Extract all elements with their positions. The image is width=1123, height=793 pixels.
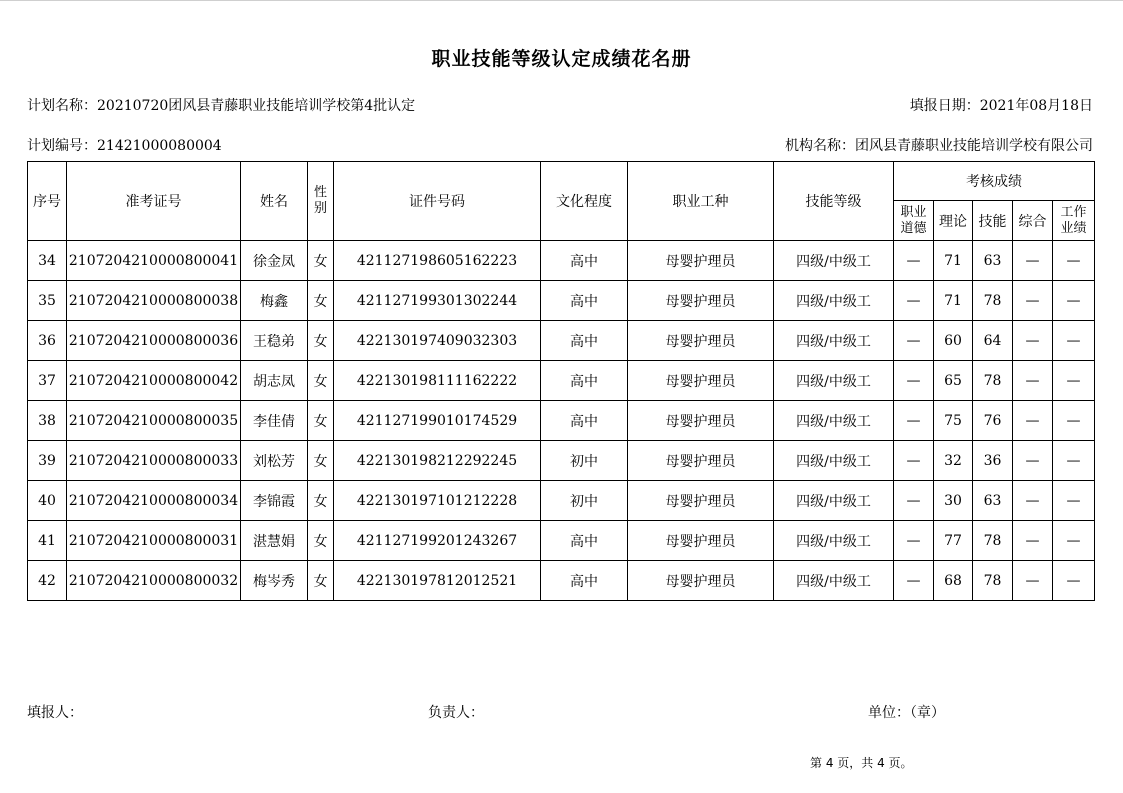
document-title: 职业技能等级认定成绩花名册: [431, 48, 692, 70]
skill-score-cell: 76: [973, 401, 1013, 441]
report-date-label: 填报日期：: [909, 98, 980, 114]
work-score-cell: —: [1053, 241, 1095, 281]
occupation-cell: 母婴护理员: [628, 521, 774, 561]
header-ethics: 职业道德: [894, 201, 934, 241]
gender-cell: 女: [308, 241, 334, 281]
responsible-label: 负责人：: [428, 705, 484, 721]
gender-cell: 女: [308, 321, 334, 361]
theory-score-cell: 60: [934, 321, 973, 361]
org-name-line: [785, 135, 1093, 155]
ethics-score-cell: —: [894, 521, 934, 561]
theory-score-cell: 71: [934, 281, 973, 321]
work-score-cell: —: [1053, 281, 1095, 321]
plan-no-label: 计划编号：: [27, 138, 97, 154]
exam-no-cell: 2107204210000800038: [67, 281, 241, 321]
name-cell: 刘松芳: [241, 441, 308, 481]
seq-cell: 41: [28, 521, 67, 561]
id-no-cell: 421127198605162223: [334, 241, 541, 281]
education-cell: 初中: [541, 481, 628, 521]
ethics-score-cell: —: [894, 241, 934, 281]
unit-stamp-label: 单位：（章）: [868, 705, 945, 721]
id-no-cell: 422130197101212228: [334, 481, 541, 521]
exam-no-cell: 2107204210000800034: [67, 481, 241, 521]
skill-level-cell: 四级/中级工: [774, 441, 894, 481]
work-score-cell: —: [1053, 561, 1095, 601]
ethics-score-cell: —: [894, 361, 934, 401]
id-no-cell: 422130198212292245: [334, 441, 541, 481]
id-no-cell: 421127199010174529: [334, 401, 541, 441]
id-no-cell: 421127199301302244: [334, 281, 541, 321]
plan-name-value: 20210720团风县青藤职业技能培训学校第4批认定: [97, 98, 416, 114]
seq-cell: 38: [28, 401, 67, 441]
seq-cell: 39: [28, 441, 67, 481]
header-seq: 序号: [28, 162, 67, 241]
education-cell: 高中: [541, 521, 628, 561]
header-exam-no: 准考证号: [67, 162, 241, 241]
skill-score-cell: 78: [973, 281, 1013, 321]
plan-name-label: 计划名称：: [27, 98, 97, 114]
work-score-cell: —: [1053, 361, 1095, 401]
filler-label: 填报人：: [27, 705, 83, 721]
header-education: 文化程度: [541, 162, 628, 241]
work-score-cell: —: [1053, 521, 1095, 561]
education-cell: 高中: [541, 561, 628, 601]
theory-score-cell: 30: [934, 481, 973, 521]
occupation-cell: 母婴护理员: [628, 361, 774, 401]
seq-cell: 37: [28, 361, 67, 401]
header-occupation: 职业工种: [628, 162, 774, 241]
skill-score-cell: 64: [973, 321, 1013, 361]
table-row: [28, 561, 1095, 601]
seq-cell: 40: [28, 481, 67, 521]
skill-score-cell: 78: [973, 361, 1013, 401]
header-overall: 综合: [1013, 201, 1053, 241]
seq-cell: 42: [28, 561, 67, 601]
work-score-cell: —: [1053, 481, 1095, 521]
occupation-cell: 母婴护理员: [628, 401, 774, 441]
overall-score-cell: —: [1013, 521, 1053, 561]
overall-score-cell: —: [1013, 241, 1053, 281]
name-cell: 胡志凤: [241, 361, 308, 401]
occupation-cell: 母婴护理员: [628, 241, 774, 281]
plan-no-value: 21421000080004: [97, 138, 222, 154]
header-scores: 考核成绩: [894, 162, 1095, 201]
header-skill: 技能: [973, 201, 1013, 241]
plan-no-line: [27, 135, 222, 155]
occupation-cell: 母婴护理员: [628, 441, 774, 481]
table-row: [28, 281, 1095, 321]
occupation-cell: 母婴护理员: [628, 321, 774, 361]
seq-cell: 35: [28, 281, 67, 321]
id-no-cell: 422130197409032303: [334, 321, 541, 361]
theory-score-cell: 77: [934, 521, 973, 561]
table-row: [28, 321, 1095, 361]
occupation-cell: 母婴护理员: [628, 281, 774, 321]
exam-no-cell: 2107204210000800033: [67, 441, 241, 481]
score-table: [27, 161, 1095, 601]
report-date-value: 2021年08月18日: [979, 98, 1093, 114]
ethics-score-cell: —: [894, 321, 934, 361]
header-gender: 性别: [308, 162, 334, 241]
occupation-cell: 母婴护理员: [628, 561, 774, 601]
overall-score-cell: —: [1013, 561, 1053, 601]
education-cell: 高中: [541, 281, 628, 321]
gender-cell: 女: [308, 521, 334, 561]
id-no-cell: 422130197812012521: [334, 561, 541, 601]
gender-cell: 女: [308, 561, 334, 601]
table-row: [28, 401, 1095, 441]
name-cell: 李锦霞: [241, 481, 308, 521]
exam-no-cell: 2107204210000800041: [67, 241, 241, 281]
skill-level-cell: 四级/中级工: [774, 561, 894, 601]
theory-score-cell: 32: [934, 441, 973, 481]
header-row: [28, 162, 1095, 201]
overall-score-cell: —: [1013, 441, 1053, 481]
skill-score-cell: 63: [973, 241, 1013, 281]
name-cell: 湛慧娟: [241, 521, 308, 561]
skill-level-cell: 四级/中级工: [774, 281, 894, 321]
theory-score-cell: 71: [934, 241, 973, 281]
skill-level-cell: 四级/中级工: [774, 521, 894, 561]
page-info: 第 4 页，共 4 页。: [810, 756, 913, 770]
name-cell: 王稳弟: [241, 321, 308, 361]
table-row: [28, 441, 1095, 481]
seq-cell: 34: [28, 241, 67, 281]
table-body: [28, 241, 1095, 601]
ethics-score-cell: —: [894, 561, 934, 601]
name-cell: 徐金凤: [241, 241, 308, 281]
overall-score-cell: —: [1013, 281, 1053, 321]
plan-name-line: [27, 95, 415, 115]
work-score-cell: —: [1053, 401, 1095, 441]
id-no-cell: 421127199201243267: [334, 521, 541, 561]
table-row: [28, 361, 1095, 401]
skill-level-cell: 四级/中级工: [774, 401, 894, 441]
exam-no-cell: 2107204210000800031: [67, 521, 241, 561]
org-name-label: 机构名称：: [785, 138, 855, 154]
education-cell: 高中: [541, 361, 628, 401]
skill-score-cell: 78: [973, 561, 1013, 601]
header-id-no: 证件号码: [334, 162, 541, 241]
theory-score-cell: 65: [934, 361, 973, 401]
header-name: 姓名: [241, 162, 308, 241]
ethics-score-cell: —: [894, 481, 934, 521]
skill-score-cell: 63: [973, 481, 1013, 521]
id-no-cell: 422130198111162222: [334, 361, 541, 401]
overall-score-cell: —: [1013, 361, 1053, 401]
table-row: [28, 481, 1095, 521]
gender-cell: 女: [308, 481, 334, 521]
table-row: [28, 241, 1095, 281]
overall-score-cell: —: [1013, 481, 1053, 521]
ethics-score-cell: —: [894, 281, 934, 321]
name-cell: 梅鑫: [241, 281, 308, 321]
theory-score-cell: 68: [934, 561, 973, 601]
ethics-score-cell: —: [894, 401, 934, 441]
gender-cell: 女: [308, 441, 334, 481]
header-theory: 理论: [934, 201, 973, 241]
gender-cell: 女: [308, 361, 334, 401]
gender-cell: 女: [308, 281, 334, 321]
exam-no-cell: 2107204210000800032: [67, 561, 241, 601]
ethics-score-cell: —: [894, 441, 934, 481]
occupation-cell: 母婴护理员: [628, 481, 774, 521]
name-cell: 梅岑秀: [241, 561, 308, 601]
education-cell: 初中: [541, 441, 628, 481]
skill-score-cell: 78: [973, 521, 1013, 561]
exam-no-cell: 2107204210000800036: [67, 321, 241, 361]
table-row: [28, 521, 1095, 561]
education-cell: 高中: [541, 241, 628, 281]
header-skill-level: 技能等级: [774, 162, 894, 241]
header-work: 工作业绩: [1053, 201, 1095, 241]
theory-score-cell: 75: [934, 401, 973, 441]
skill-level-cell: 四级/中级工: [774, 241, 894, 281]
skill-level-cell: 四级/中级工: [774, 361, 894, 401]
report-date-line: [910, 95, 1093, 115]
overall-score-cell: —: [1013, 321, 1053, 361]
education-cell: 高中: [541, 401, 628, 441]
seq-cell: 36: [28, 321, 67, 361]
education-cell: 高中: [541, 321, 628, 361]
skill-score-cell: 36: [973, 441, 1013, 481]
exam-no-cell: 2107204210000800035: [67, 401, 241, 441]
work-score-cell: —: [1053, 321, 1095, 361]
exam-no-cell: 2107204210000800042: [67, 361, 241, 401]
overall-score-cell: —: [1013, 401, 1053, 441]
skill-level-cell: 四级/中级工: [774, 481, 894, 521]
org-name-value: 团风县青藤职业技能培训学校有限公司: [855, 138, 1093, 154]
name-cell: 李佳倩: [241, 401, 308, 441]
work-score-cell: —: [1053, 441, 1095, 481]
top-border-line: [0, 0, 1123, 1]
gender-cell: 女: [308, 401, 334, 441]
skill-level-cell: 四级/中级工: [774, 321, 894, 361]
